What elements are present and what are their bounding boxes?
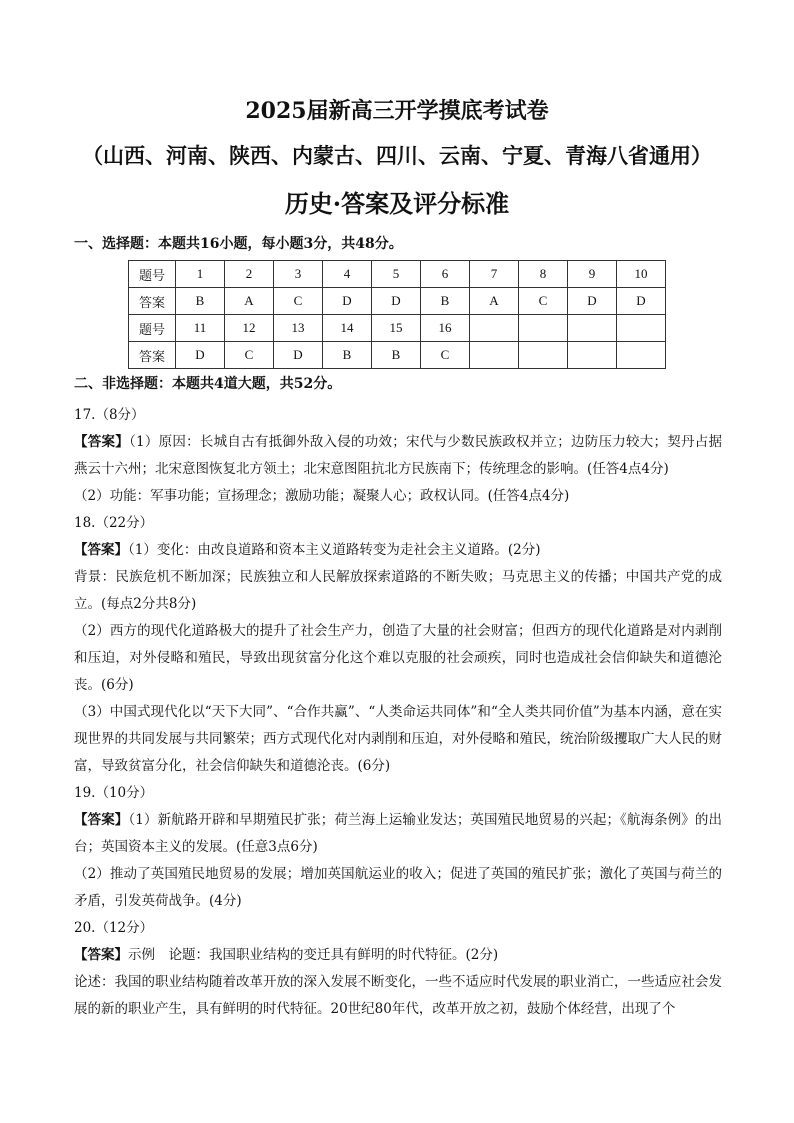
answer-cell: B [372,342,421,369]
question-17-header: 17.（8分） [74,407,145,423]
question-20-thesis-text: 示例 论题：我国职业结构的变迁具有鲜明的时代特征。(2分) [128,947,499,963]
answer-cell: A [225,288,274,315]
question-18-background: 背景：民族危机不断加深；民族独立和人民解放探索道路的不断失败；马克思主义的传播；中国共产党的成立。(每点2分共8分) [74,569,722,612]
empty-cell [519,342,568,369]
exam-provinces-subtitle: （山西、河南、陕西、内蒙古、四川、云南、宁夏、青海八省通用） [82,143,712,168]
answer-cell: C [421,342,470,369]
answer-cell: B [323,342,372,369]
question-number-cell: 10 [617,261,666,288]
answer-cell: D [176,342,225,369]
question-19-part-1 [74,807,722,861]
row-label-answer: 答案 [129,288,176,315]
empty-cell [519,315,568,342]
answer-cell: D [323,288,372,315]
question-number-cell: 7 [470,261,519,288]
answer-cell: B [176,288,225,315]
question-number-cell: 5 [372,261,421,288]
row-label-answer: 答案 [129,342,176,369]
answer-table [128,260,666,369]
question-18-part-2: （2）西方的现代化道路极大的提升了社会生产力，创造了大量的社会财富；但西方的现代化道路是对内剥削和压迫，对外侵略和殖民，导致出现贫富分化这个难以克服的社会顽疾，同时也造成社会信仰缺失和道德沦丧。(6分) [74,623,722,693]
question-number-cell: 6 [421,261,470,288]
empty-cell [568,315,617,342]
question-number-cell: 16 [421,315,470,342]
question-19-part-2: （2）推动了英国殖民地贸易的发展；增加英国航运业的收入；促进了英国的殖民扩张；激化了英国与荷兰的矛盾，引发英荷战争。(4分) [74,866,722,909]
question-18-part-1 [74,537,722,564]
answer-tag: 【答案】 [74,812,129,828]
answer-cell: D [617,288,666,315]
question-19-header: 19.（10分） [74,785,154,801]
answer-cell: B [421,288,470,315]
question-number-cell: 3 [274,261,323,288]
question-number-cell: 9 [568,261,617,288]
answer-cell: C [225,342,274,369]
empty-cell [617,342,666,369]
answer-cell: D [372,288,421,315]
answer-cell: C [519,288,568,315]
exam-title: 2025届新高三开学摸底考试卷 [245,98,549,124]
question-number-cell: 11 [176,315,225,342]
question-number-cell: 13 [274,315,323,342]
table-row-numbers-2 [129,315,666,342]
empty-cell [617,315,666,342]
answer-tag: 【答案】 [74,947,128,963]
question-19-part-1-text: （1）新航路开辟和早期殖民扩张；荷兰海上运输业发达；英国殖民地贸易的兴起；《航海条例》的出台；英国资本主义的发展。(任意3点6分) [74,812,723,855]
row-label-number: 题号 [129,261,176,288]
question-17-part-1-text: （1）原因：长城自古有抵御外敌入侵的功效；宋代与少数民族政权并立；边防压力较大；契丹占据燕云十六州；北宋意图恢复北方领土；北宋意图阻抗北方民族南下；传统理念的影响。(任答4点4分) [74,434,723,477]
table-row-numbers-1 [129,261,666,288]
question-number-cell: 15 [372,315,421,342]
question-18-part-1-text: （1）变化：由改良道路和资本主义道路转变为走社会主义道路。(2分) [128,542,541,558]
question-20-header: 20.（12分） [74,920,154,936]
answer-tag: 【答案】 [74,542,128,558]
question-17-part-1 [74,429,722,483]
question-number-cell: 14 [323,315,372,342]
question-number-cell: 12 [225,315,274,342]
answer-body [74,402,722,1023]
subject-title: 历史·答案及评分标准 [284,189,510,218]
table-row-answers-1 [129,288,666,315]
answer-tag: 【答案】 [74,434,129,450]
empty-cell [470,342,519,369]
question-number-cell: 8 [519,261,568,288]
table-row-answers-2 [129,342,666,369]
question-18-part-3: （3）中国式现代化以“天下大同”、“合作共赢”、“人类命运共同体”和“全人类共同价值”为基本内涵，意在实现世界的共同发展与共同繁荣；西方式现代化对内剥削和压迫，对外侵略和殖民，统治阶级攫取广大人民的财富，导致贫富分化，社会信仰缺失和道德沦丧。(6分) [74,704,722,774]
question-17-part-2: （2）功能：军事功能；宣扬理念；激励功能；凝聚人心；政权认同。(任答4点4分) [74,488,570,504]
question-number-cell: 1 [176,261,225,288]
empty-cell [568,342,617,369]
answer-cell: D [568,288,617,315]
section-heading-non-choice: 二、非选择题：本题共4道大题，共52分。 [74,376,342,392]
answer-cell: D [274,342,323,369]
question-20-thesis [74,942,722,969]
question-number-cell: 2 [225,261,274,288]
empty-cell [470,315,519,342]
answer-cell: A [470,288,519,315]
row-label-number: 题号 [129,315,176,342]
section-heading-multiple-choice: 一、选择题：本题共16小题，每小题3分，共48分。 [74,236,403,252]
question-number-cell: 4 [323,261,372,288]
question-18-header: 18.（22分） [74,515,154,531]
question-20-argument: 论述：我国的职业结构随着改革开放的深入发展不断变化，一些不适应时代发展的职业消亡，一些适应社会发展的新的职业产生，具有鲜明的时代特征。20世纪80年代，改革开放之初，鼓励个体经营，出现了个 [74,974,722,1017]
answer-cell: C [274,288,323,315]
